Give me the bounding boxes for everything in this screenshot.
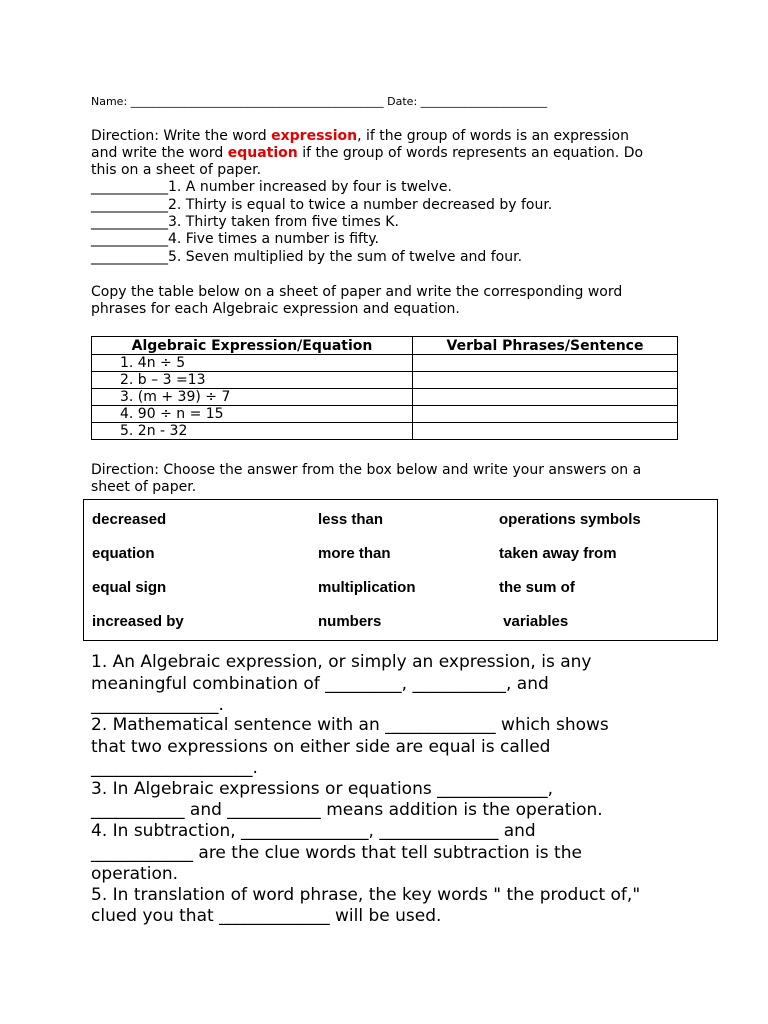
table-header-row: [92, 337, 678, 355]
keyword-equation: equation: [227, 145, 298, 161]
column-header-expression: Algebraic Expression/Equation: [92, 337, 413, 355]
expression-cell: 1. 4n ÷ 5: [92, 355, 413, 372]
word-bank-item: the sum of: [499, 579, 575, 596]
table-row: [92, 389, 678, 406]
word-bank-item: numbers: [318, 613, 382, 630]
answer-cell[interactable]: [413, 406, 678, 423]
item-2: ___________2. Thirty is equal to twice a number decreased by four.: [91, 197, 553, 213]
table-row: [92, 423, 678, 440]
question-line: ____________ are the clue words that tell subtraction is the: [91, 843, 582, 863]
answer-cell[interactable]: [413, 423, 678, 440]
question-line: _______________.: [91, 695, 224, 715]
direction-1-line-3: this on a sheet of paper.: [91, 162, 262, 178]
word-bank-item: increased by: [92, 613, 184, 630]
direction-text: , if the group of words is an expression: [357, 128, 629, 144]
item-5: ___________5. Seven multiplied by the sum of twelve and four.: [91, 249, 523, 265]
question-line: 1. An Algebraic expression, or simply an expression, is any: [91, 652, 592, 672]
question-line: ___________ and ___________ means addition is the operation.: [91, 800, 603, 820]
item-1: ___________1. A number increased by four is twelve.: [91, 179, 452, 195]
expression-cell: 5. 2n - 32: [92, 423, 413, 440]
word-bank-item: decreased: [92, 511, 167, 528]
name-label: Name:: [91, 95, 131, 108]
question-line: that two expressions on either side are equal is called: [91, 737, 551, 757]
date-blank[interactable]: _______________________: [420, 95, 548, 108]
answer-cell[interactable]: [413, 389, 678, 406]
direction-text: and write the word: [91, 145, 228, 161]
word-bank-item: less than: [318, 511, 384, 528]
name-blank[interactable]: ______________________________________________: [130, 95, 384, 108]
direction-text: Direction: Write the word: [91, 128, 272, 144]
question-line: operation.: [91, 864, 179, 884]
word-bank-item: taken away from: [499, 545, 617, 562]
answer-cell[interactable]: [413, 372, 678, 389]
expression-table: [91, 336, 678, 440]
copy-instruction-line-2: phrases for each Algebraic expression and equation.: [91, 301, 460, 317]
word-bank-item: variables: [499, 613, 569, 630]
word-bank-item: equation: [92, 545, 155, 562]
question-line: 4. In subtraction, _______________, ______________ and: [91, 821, 536, 841]
keyword-expression: expression: [271, 128, 358, 144]
word-bank-item: more than: [318, 545, 391, 562]
direction-1-line-2: [91, 145, 643, 162]
question-line: clued you that _____________ will be used.: [91, 906, 442, 926]
item-3: ___________3. Thirty taken from five times K.: [91, 214, 399, 230]
direction-text: if the group of words represents an equation. Do: [297, 145, 644, 161]
name-date-line: [91, 95, 547, 108]
column-header-verbal: Verbal Phrases/Sentence: [413, 337, 678, 355]
expression-cell: 3. (m + 39) ÷ 7: [92, 389, 413, 406]
expression-cell: 2. b – 3 =13: [92, 372, 413, 389]
date-label: Date:: [383, 95, 421, 108]
word-bank-item: multiplication: [318, 579, 416, 596]
question-line: 3. In Algebraic expressions or equations _____________,: [91, 779, 554, 799]
expression-cell: 4. 90 ÷ n = 15: [92, 406, 413, 423]
copy-instruction-line-1: Copy the table below on a sheet of paper and write the corresponding word: [91, 284, 623, 300]
table-row: [92, 406, 678, 423]
table-row: [92, 372, 678, 389]
direction-2-line-2: sheet of paper.: [91, 479, 197, 495]
word-bank-item: operations symbols: [499, 511, 641, 528]
answer-cell[interactable]: [413, 355, 678, 372]
word-bank-item: equal sign: [92, 579, 167, 596]
question-line: ___________________.: [91, 758, 258, 778]
direction-2-line-1: Direction: Choose the answer from the box below and write your answers on a: [91, 462, 642, 478]
question-line: 2. Mathematical sentence with an _____________ which shows: [91, 715, 609, 735]
item-4: ___________4. Five times a number is fifty.: [91, 231, 379, 247]
direction-1-line-1: [91, 128, 629, 145]
question-line: meaningful combination of _________, ___________, and: [91, 674, 549, 694]
table-row: [92, 355, 678, 372]
question-line: 5. In translation of word phrase, the key words " the product of,": [91, 885, 641, 905]
